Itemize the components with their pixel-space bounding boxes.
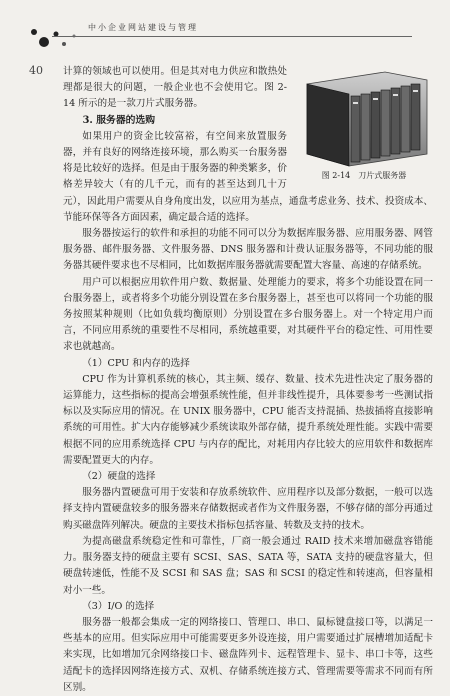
running-header-title: 中小企业网站建设与管理 bbox=[88, 23, 198, 32]
paragraph: 服务器按运行的软件和承担的功能不同可以分为数据库服务器、应用服务器、网管服务器、邮件服务器、文件服务器、DNS 服务器和计费认证服务器等，不同功能的服务器其硬件要求也不尽相同，比如数据库服务器就需要配置大容量、高速的存储系统。 bbox=[63, 228, 433, 272]
paragraph: 服务器一般都会集成一定的网络接口、管理口、串口、鼠标键盘接口等，以满足一些基本的应用。但实际应用中可能需要更多外设连接，用户需要通过扩展槽增加适配卡来实现，比如增加冗余网络接口卡、磁盘阵列卡、远程管理卡、显卡、串口卡等，这些适配卡的选择因网络连接方式、双机、存储系统连接方式、管理需要等需求不同而有所区别。 bbox=[63, 616, 433, 693]
blade-server-image bbox=[295, 66, 433, 168]
paragraph: 如果用户的资金比较富裕，有空间来放置服务器，并有良好的网络连接环境，那么购买一台服务器将是比较好的选择。但是由于服务器的种类繁多，价格差异较大（有的几千元，而有的甚至达到几十万元），因此用户需要从自身角度出发，以应用为基点，通盘考虑业务、技术、投资成本、节能环保等各方面因素，确定最合适的选择。 bbox=[63, 130, 433, 223]
section-heading: 3. 服务器的选购 bbox=[82, 114, 156, 126]
paragraph: 用户可以根据应用软件用户数、数据量、处理能力的要求，将多个功能设置在同一台服务器上，或者将多个功能分别设置在多台服务器上，甚至也可以将同一个功能的服务按照某种规则（比如负载均衡原则）分别设置在多台服务器上。对一个特定用户而言，不同应用系统的重要性不尽相同，系统越重要，对其硬件平台的稳定性、可用性要求也就越高。 bbox=[63, 276, 433, 353]
subsection-heading: （3）I/O 的选择 bbox=[82, 600, 155, 612]
subsection-heading: （2）硬盘的选择 bbox=[82, 471, 156, 483]
paragraph: 为提高磁盘系统稳定性和可靠性，厂商一般会通过 RAID 技术来增加磁盘容错能力。服务器支持的硬盘主要有 SCSI、SAS、SATA 等，SATA 支持的硬盘容量大，但硬盘转速低，性能不及 SCSI 和 SAS 盘；SAS 和 SCSI 的稳定性和转速高，但容量相对小一些。 bbox=[63, 535, 433, 596]
figure-caption: 图 2-14 刀片式服务器 bbox=[321, 171, 407, 180]
paragraph: CPU 作为计算机系统的核心，其主频、缓存、数量、技术先进性决定了服务器的运算能力，这些指标的提高会增强系统性能，但并非线性提升，具体要参考一些测试指标以及实际应用的情况。在 UNIX 服务器中，CPU 能否支持混插、热拔插将直接影响系统的可用性。扩大内存能够减少系统读取外部存储，提升系统处理性能。实践中需要根据不同的应用系统选择 CPU 与内存的配比，对耗用内存比较大的应用软件和数据库需要配置更大的内存。 bbox=[63, 373, 433, 466]
header-divider bbox=[52, 36, 412, 37]
paragraph-intro: 计算的领域也可以使用。但是其对电力供应和散热处理都是很大的问题，一般企业也不会使用它。图 2-14 所示的是一款刀片式服务器。 bbox=[63, 66, 287, 110]
page-number: 40 bbox=[29, 64, 43, 77]
figure-blade-server bbox=[295, 66, 433, 188]
paragraph: 服务器内置硬盘可用于安装和存放系统软件、应用程序以及部分数据，一般可以选择支持内置硬盘较多的服务器来存储数据或者作为文件服务器，不够存储的部分再通过购买磁盘阵列解决。硬盘的主要技术指标包括容量、转数及支持的技术。 bbox=[63, 487, 433, 531]
subsection-heading: （1）CPU 和内存的选择 bbox=[82, 357, 190, 369]
header-decoration-icon bbox=[26, 20, 86, 60]
page-body bbox=[63, 64, 433, 696]
